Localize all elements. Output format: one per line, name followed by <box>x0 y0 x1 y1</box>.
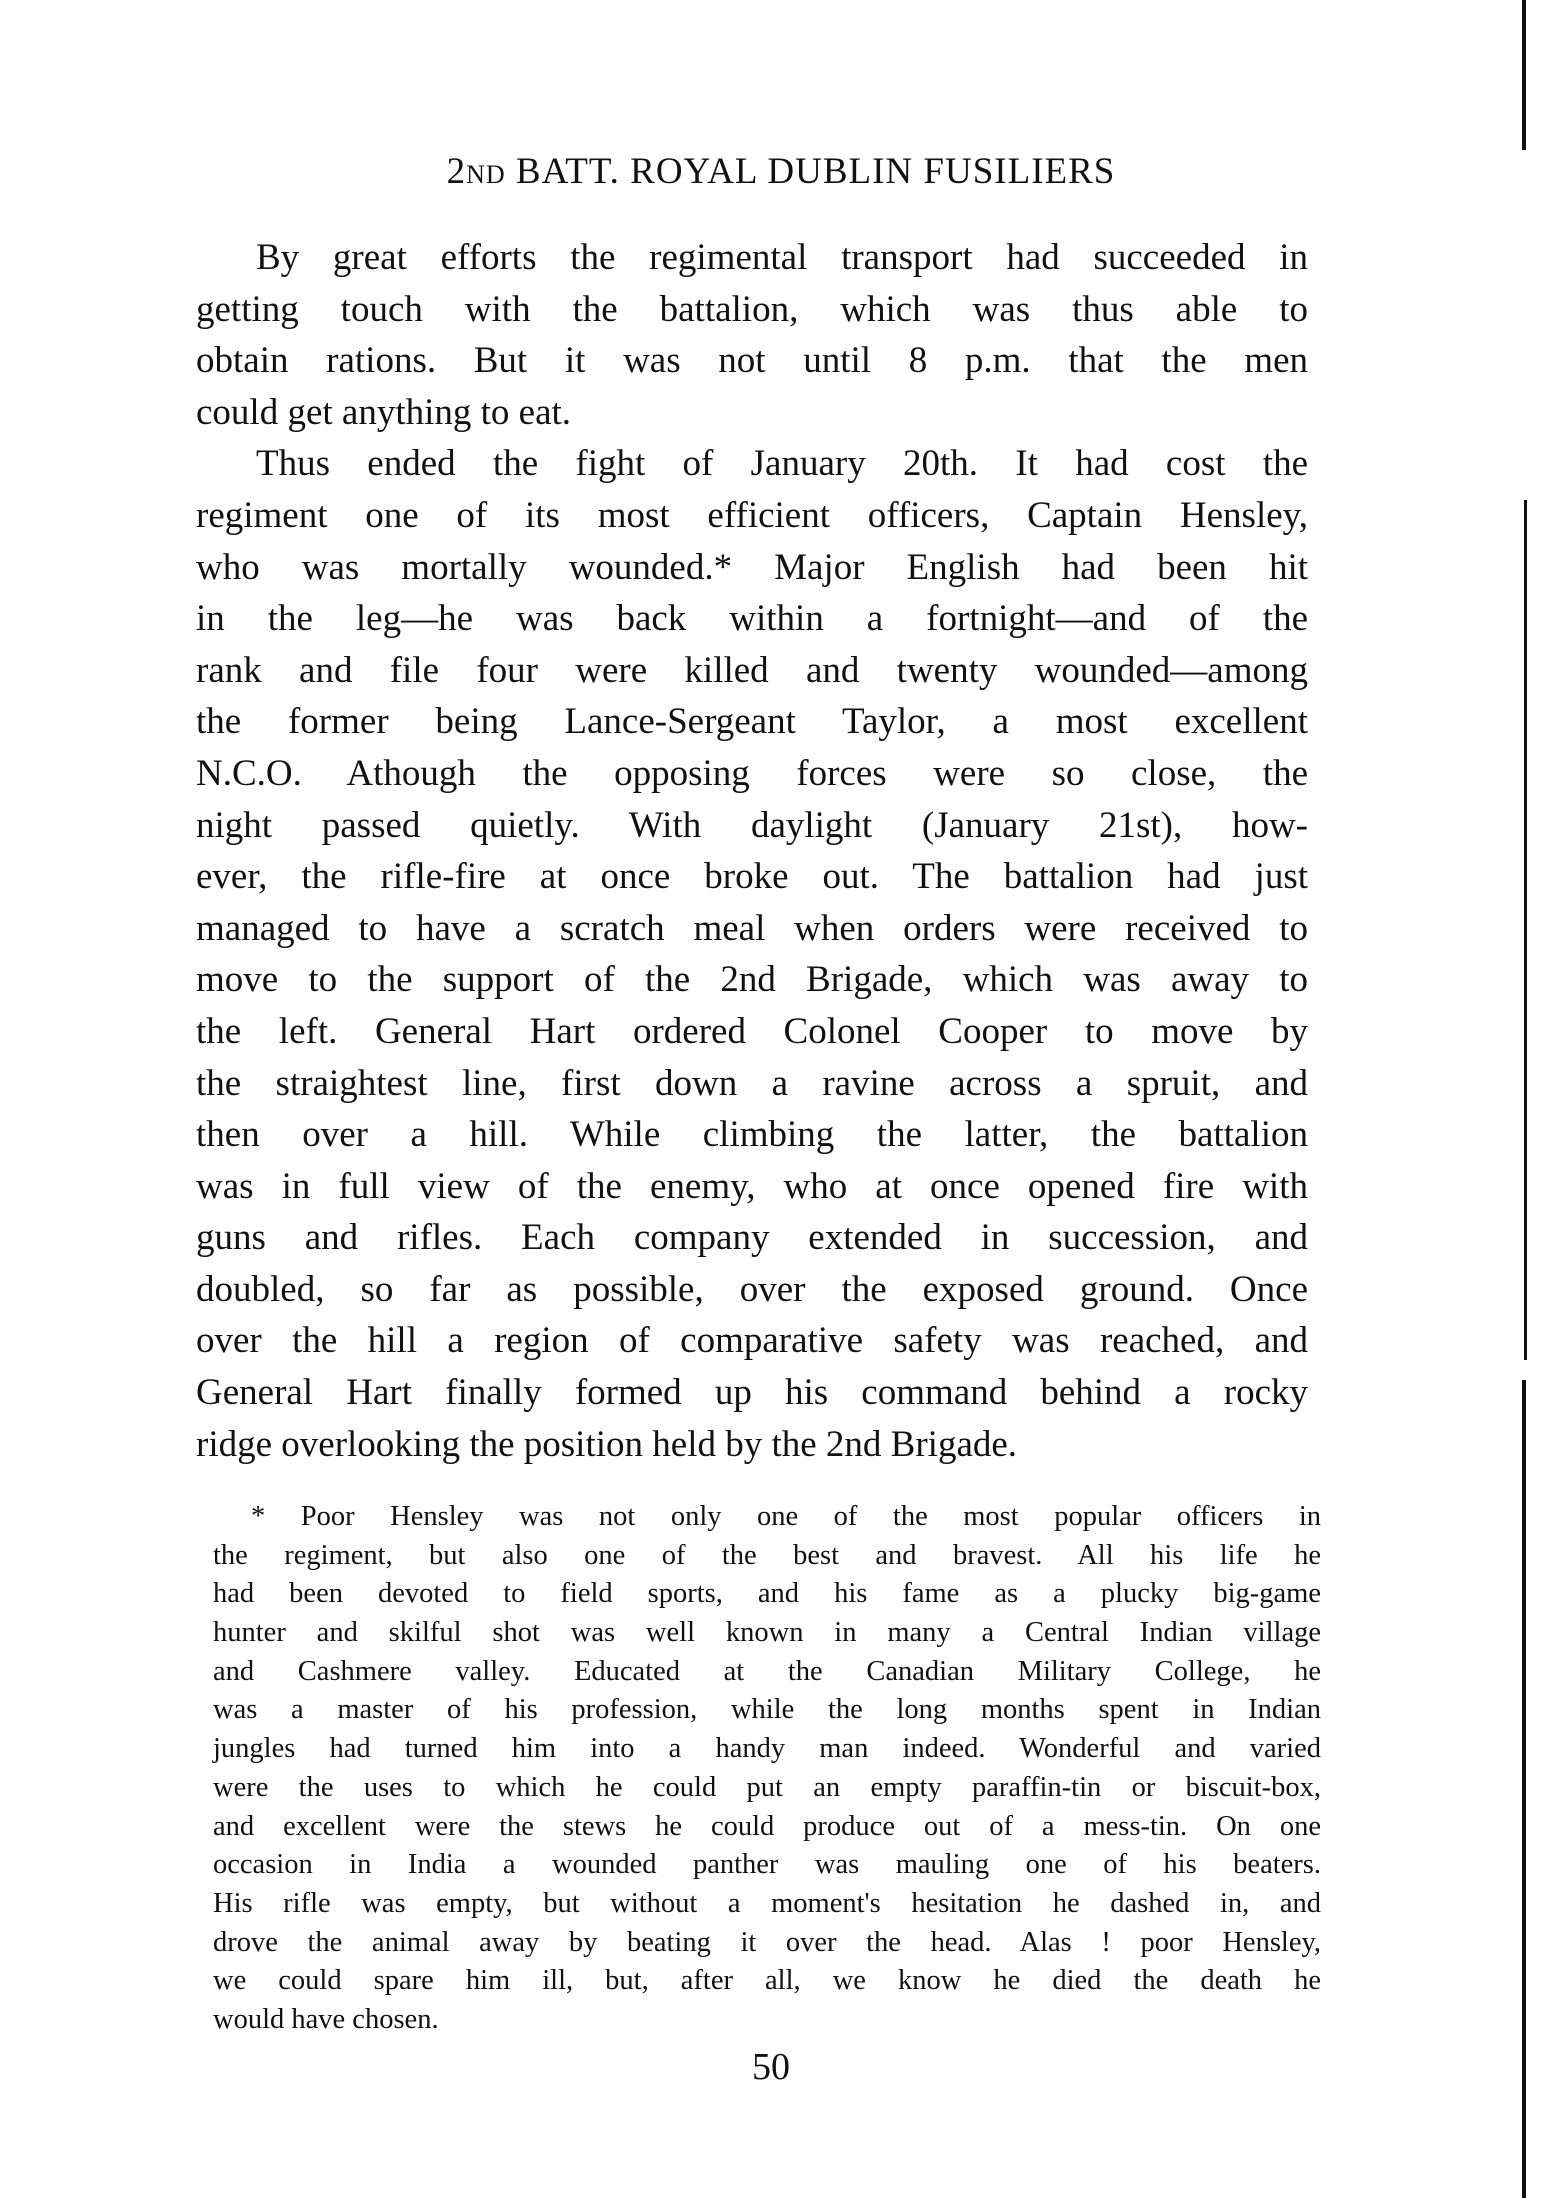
header-suffix: ND <box>466 160 506 189</box>
text-line: occasion in India a wounded panther was mauling one of his beaters. <box>213 1849 1321 1881</box>
text-line: hunter and skilful shot was well known in many a Central Indian village <box>213 1617 1321 1649</box>
page-number: 50 <box>752 2046 790 2088</box>
text-line: the straightest line, first down a ravine across a spruit, and <box>196 1062 1308 1104</box>
header-title: BATT. ROYAL DUBLIN FUSILIERS <box>515 151 1116 192</box>
footnote <box>213 1498 1321 2040</box>
text-line: obtain rations. But it was not until 8 p.m. that the men <box>196 340 1308 382</box>
text-line: guns and rifles. Each company extended in succession, and <box>196 1217 1308 1259</box>
text-line: over the hill a region of comparative safety was reached, and <box>196 1320 1308 1362</box>
page-edge-line <box>1522 1380 1526 2198</box>
text-line: the left. General Hart ordered Colonel Cooper to move by <box>196 1010 1308 1052</box>
text-line: the former being Lance-Sergeant Taylor, a most excellent <box>196 701 1308 743</box>
text-line: jungles had turned him into a handy man indeed. Wonderful and varied <box>213 1733 1321 1765</box>
text-line: ridge overlooking the position held by the 2nd Brigade. <box>196 1423 1018 1465</box>
page-edge-line <box>1522 0 1526 150</box>
running-header <box>0 150 1542 193</box>
text-line: regiment one of its most efficient officers, Captain Hensley, <box>196 494 1308 536</box>
text-line: the regiment, but also one of the best and bravest. All his life he <box>213 1539 1321 1571</box>
text-line: drove the animal away by beating it over the head. Alas ! poor Hensley, <box>213 1926 1321 1958</box>
text-line: and excellent were the stews he could produce out of a mess-tin. On one <box>213 1810 1321 1842</box>
text-line: had been devoted to field sports, and his fame as a plucky big-game <box>213 1578 1321 1610</box>
text-line: His rifle was empty, but without a moment's hesitation he dashed in, and <box>213 1887 1321 1919</box>
text-line: we could spare him ill, but, after all, we know he died the death he <box>213 1965 1321 1997</box>
text-line: could get anything to eat. <box>196 391 572 433</box>
body-text <box>196 232 1308 1470</box>
text-line: then over a hill. While climbing the latter, the battalion <box>196 1114 1308 1156</box>
text-line: managed to have a scratch meal when orders were received to <box>196 907 1308 949</box>
text-line: night passed quietly. With daylight (January 21st), how- <box>196 804 1308 846</box>
page-edge-line <box>1524 500 1527 1360</box>
text-line: move to the support of the 2nd Brigade, which was away to <box>196 959 1308 1001</box>
header-number: 2 <box>446 151 467 192</box>
text-line: in the leg—he was back within a fortnight—and of the <box>196 598 1308 640</box>
text-line: General Hart finally formed up his command behind a rocky <box>196 1372 1308 1414</box>
text-line: Thus ended the fight of January 20th. It had cost the <box>256 443 1308 485</box>
text-line: were the uses to which he could put an empty paraffin-tin or biscuit-box, <box>213 1771 1321 1803</box>
text-line: * Poor Hensley was not only one of the most popular officers in <box>251 1501 1321 1532</box>
text-line: doubled, so far as possible, over the exposed ground. Once <box>196 1268 1308 1310</box>
text-line: By great efforts the regimental transport had succeeded in <box>256 237 1308 278</box>
text-line: would have chosen. <box>213 2003 439 2035</box>
text-line: and Cashmere valley. Educated at the Canadian Military College, he <box>213 1655 1321 1687</box>
text-line: was in full view of the enemy, who at once opened fire with <box>196 1165 1308 1207</box>
text-line: ever, the rifle-fire at once broke out. The battalion had just <box>196 856 1308 898</box>
text-line: N.C.O. Athough the opposing forces were so close, the <box>196 752 1308 794</box>
text-line: who was mortally wounded.* Major English had been hit <box>196 546 1308 588</box>
text-line: getting touch with the battalion, which was thus able to <box>196 288 1308 330</box>
text-line: was a master of his profession, while the long months spent in Indian <box>213 1694 1321 1726</box>
text-line: rank and file four were killed and twenty wounded—among <box>196 649 1308 691</box>
